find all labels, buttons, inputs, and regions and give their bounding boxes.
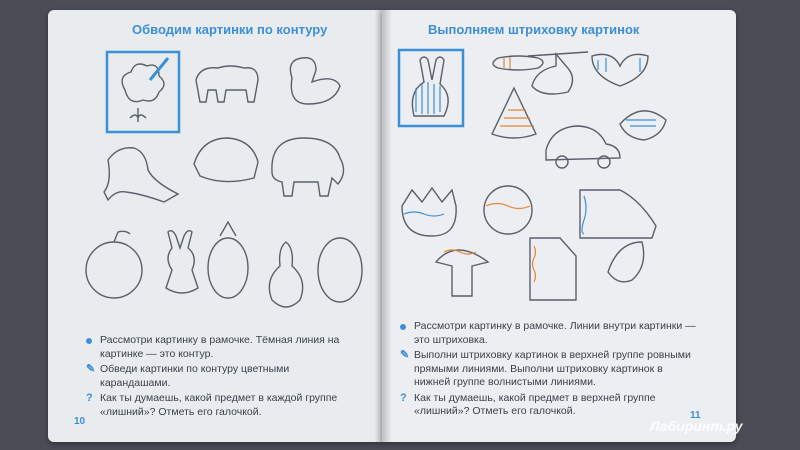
right-item-3 <box>400 392 696 419</box>
question-mark-icon: ? <box>400 391 407 404</box>
framed-flower-example <box>107 52 179 132</box>
right-page-number: 11 <box>690 410 701 421</box>
seal-outline <box>104 148 178 202</box>
left-item-2-text: Обведи картинки по контуру цветными карандашами. <box>100 363 290 389</box>
butterfly-outline <box>592 54 648 86</box>
right-item-1 <box>400 320 696 347</box>
framed-rabbit-example <box>399 50 463 126</box>
left-item-3 <box>86 392 362 419</box>
pencil-icon: ✎ <box>400 349 410 361</box>
cow-outline <box>196 66 258 102</box>
right-instructions <box>400 320 696 421</box>
elephant-outline <box>272 138 344 196</box>
left-instructions <box>86 334 362 421</box>
right-page-title: Выполняем штриховку картинок <box>428 22 640 37</box>
left-page-title: Обводим картинки по контуру <box>132 22 328 37</box>
left-item-1 <box>86 334 362 361</box>
bullet-icon <box>86 334 100 349</box>
left-item-3-text: Как ты думаешь, какой предмет в каждой группе «лишний»? Отметь его галочкой. <box>100 392 338 418</box>
pear-outline <box>269 242 302 307</box>
leaf-outline <box>608 242 644 282</box>
house-outline <box>530 238 576 300</box>
watermark: Лабиринт.ру <box>650 418 743 434</box>
bunny-outline <box>166 231 198 293</box>
question-mark-icon: ? <box>86 392 93 404</box>
apple-right-outline <box>484 186 532 234</box>
pencil-icon: ✎ <box>86 363 96 375</box>
duck-outline <box>290 58 340 104</box>
truck-outline <box>580 190 656 238</box>
right-item-3-text: Как ты думаешь, какой предмет в верхней группе «лишний»? Отметь его галочкой. <box>414 391 656 417</box>
right-item-2-text: Выполни штриховку картинок в верхней группе ровными прямыми линиями. Выполни штриховку картинок в нижней группе волнистыми линиями. <box>414 349 691 388</box>
lemon-outline <box>318 238 362 302</box>
tulip-outline <box>402 188 456 236</box>
car-outline <box>546 126 620 168</box>
left-item-1-text: Рассмотри картинку в рамочке. Тёмная линия на картинке — это контур. <box>100 334 340 360</box>
right-item-2 <box>400 349 696 390</box>
tree-outline <box>492 88 536 138</box>
mushroom-outline <box>436 250 488 296</box>
left-item-2 <box>86 363 362 390</box>
hedgehog-outline <box>194 138 258 182</box>
bullet-icon <box>400 320 414 335</box>
left-page-number: 10 <box>74 416 86 427</box>
acorn-outline <box>620 111 666 140</box>
rocket-outline <box>493 56 543 70</box>
pineapple-outline <box>208 222 248 298</box>
right-item-1-text: Рассмотри картинку в рамочке. Линии внутри картинки — это штриховка. <box>414 320 696 346</box>
apple-outline <box>86 231 142 298</box>
